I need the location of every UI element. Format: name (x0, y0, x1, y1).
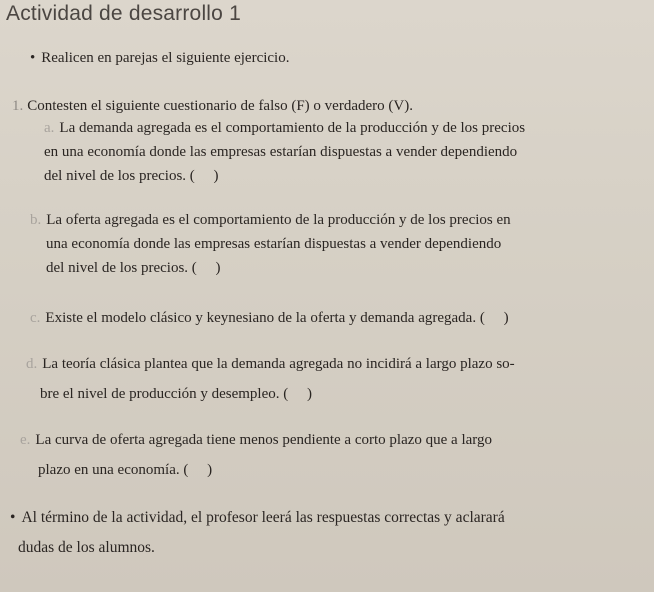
statement-letter: d. (26, 356, 38, 372)
statement-c (30, 306, 509, 330)
statement-line: en una economía donde las empresas estarían dispuestas a vender dependiendo (44, 144, 518, 160)
statement-line: La oferta agregada es el comportamiento de la producción y de los precios en (46, 212, 511, 228)
statement-b (30, 208, 511, 280)
statement-d (26, 352, 515, 406)
closing-line: Al término de la actividad, el profesor leerá las respuestas correctas y aclarará (21, 509, 505, 526)
statement-letter: e. (20, 432, 31, 448)
question-heading (12, 98, 413, 115)
bullet-icon: • (10, 509, 16, 526)
bullet-icon: • (30, 50, 36, 66)
answer-blank[interactable]: ( ) (189, 168, 219, 184)
answer-blank[interactable]: ( ) (191, 260, 221, 276)
statement-letter: a. (44, 120, 55, 136)
statement-line: una economía donde las empresas estarían dispuestas a vender dependiendo (46, 236, 502, 252)
statement-line: bre el nivel de producción y desempleo. (40, 386, 280, 402)
answer-blank[interactable]: ( ) (479, 310, 509, 326)
closing-instruction (10, 506, 505, 560)
question-number: 1. (12, 98, 24, 114)
statement-line: La demanda agregada es el comportamiento de la producción y de los precios (59, 120, 526, 136)
statement-line: del nivel de los precios. (44, 168, 187, 184)
answer-blank[interactable]: ( ) (283, 386, 313, 402)
question-text: Contesten el siguiente cuestionario de falso (F) o verdadero (V). (27, 98, 413, 114)
intro-instruction (30, 50, 289, 67)
statement-line: La teoría clásica plantea que la demanda agregada no incidirá a largo plazo so- (42, 356, 515, 372)
activity-title: Actividad de desarrollo 1 (6, 2, 241, 25)
statement-line: La curva de oferta agregada tiene menos pendiente a corto plazo que a largo (35, 432, 493, 448)
statement-line: plazo en una economía. (38, 462, 180, 478)
statement-line: del nivel de los precios. (46, 260, 189, 276)
closing-line: dudas de los alumnos. (18, 539, 155, 556)
answer-blank[interactable]: ( ) (183, 462, 213, 478)
statement-e (20, 428, 492, 482)
statement-line: Existe el modelo clásico y keynesiano de la oferta y demanda agregada. (45, 310, 477, 326)
statement-letter: c. (30, 310, 41, 326)
intro-text: Realicen en parejas el siguiente ejercicio. (41, 50, 290, 66)
statement-a (44, 116, 525, 188)
statement-letter: b. (30, 212, 42, 228)
